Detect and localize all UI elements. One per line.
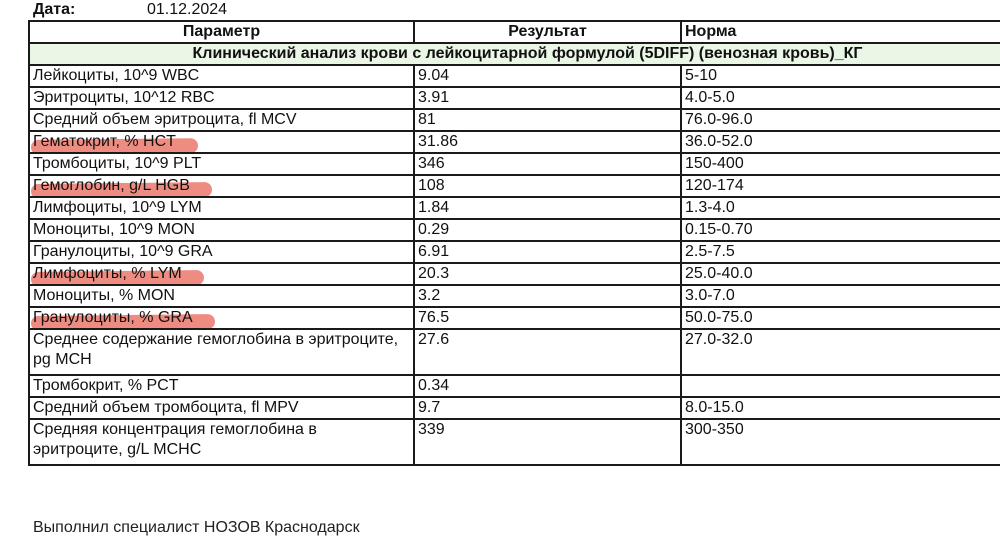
parameter-label: Средний объем тромбоцита, fl MPV: [33, 399, 299, 416]
norm-cell: 4.0-5.0: [681, 87, 1000, 109]
result-cell: 1.84: [414, 197, 681, 219]
parameter-label: Лейкоциты, 10^9 WBC: [33, 67, 200, 84]
table-row: [29, 87, 1000, 109]
result-cell: 108: [414, 175, 681, 197]
table-header-row: [29, 21, 1000, 43]
result-cell: 3.2: [414, 285, 681, 307]
results-table: [28, 20, 1000, 466]
result-cell: 9.04: [414, 65, 681, 87]
result-cell: 27.6: [414, 329, 681, 375]
column-header-parameter: Параметр: [29, 21, 414, 43]
date-value: 01.12.2024: [147, 1, 228, 18]
section-title-row: [29, 43, 1000, 65]
norm-cell: 1.3-4.0: [681, 197, 1000, 219]
norm-cell: 2.5-7.5: [681, 241, 1000, 263]
norm-cell: 5-10: [681, 65, 1000, 87]
result-cell: 346: [414, 153, 681, 175]
table-row: [29, 307, 1000, 329]
parameter-label: Гранулоциты, 10^9 GRA: [33, 243, 213, 260]
parameter-cell: [29, 197, 414, 219]
table-row: [29, 153, 1000, 175]
result-cell: 6.91: [414, 241, 681, 263]
parameter-cell: [29, 307, 414, 329]
parameter-cell: [29, 375, 414, 397]
result-cell: 81: [414, 109, 681, 131]
norm-cell: 3.0-7.0: [681, 285, 1000, 307]
parameter-label: Среднее содержание гемоглобина в эритроците, pg MCH: [33, 331, 399, 368]
highlighted-parameter-label: Гранулоциты, % GRA: [33, 309, 193, 326]
norm-cell: 120-174: [681, 175, 1000, 197]
table-row: [29, 397, 1000, 419]
parameter-cell: [29, 397, 414, 419]
parameter-label: Эритроциты, 10^12 RBC: [33, 89, 215, 106]
norm-cell: 50.0-75.0: [681, 307, 1000, 329]
table-row: [29, 175, 1000, 197]
result-cell: 76.5: [414, 307, 681, 329]
parameter-cell: [29, 419, 414, 465]
result-cell: 339: [414, 419, 681, 465]
table-row: [29, 65, 1000, 87]
parameter-cell: [29, 65, 414, 87]
norm-cell: 27.0-32.0: [681, 329, 1000, 375]
parameter-cell: [29, 131, 414, 153]
parameter-cell: [29, 219, 414, 241]
norm-cell: 36.0-52.0: [681, 131, 1000, 153]
norm-cell: 300-350: [681, 419, 1000, 465]
table-row: [29, 131, 1000, 153]
parameter-label: Моноциты, % MON: [33, 287, 175, 304]
section-title: Клинический анализ крови с лейкоцитарной формулой (5DIFF) (венозная кровь)_КГ: [29, 43, 1000, 65]
parameter-cell: [29, 109, 414, 131]
parameter-label: Средний объем эритроцита, fl MCV: [33, 111, 297, 128]
parameter-cell: [29, 285, 414, 307]
parameter-label: Моноциты, 10^9 MON: [33, 221, 195, 238]
table-row: [29, 197, 1000, 219]
table-row: [29, 219, 1000, 241]
parameter-label: Лимфоциты, 10^9 LYM: [33, 199, 202, 216]
parameter-cell: [29, 153, 414, 175]
footer-text: Выполнил специалист НОЗОВ Краснодарск: [33, 519, 360, 536]
result-cell: 9.7: [414, 397, 681, 419]
date-label: Дата:: [33, 1, 76, 18]
result-cell: 31.86: [414, 131, 681, 153]
table-row: [29, 109, 1000, 131]
result-cell: 0.34: [414, 375, 681, 397]
parameter-cell: [29, 87, 414, 109]
norm-cell: [681, 375, 1000, 397]
result-cell: 20.3: [414, 263, 681, 285]
parameter-label: Тромбокрит, % PCT: [33, 377, 179, 394]
norm-cell: 8.0-15.0: [681, 397, 1000, 419]
highlighted-parameter-label: Лимфоциты, % LYM: [33, 265, 182, 282]
table-row: [29, 329, 1000, 375]
table-row: [29, 285, 1000, 307]
table-row: [29, 375, 1000, 397]
norm-cell: 25.0-40.0: [681, 263, 1000, 285]
parameter-cell: [29, 175, 414, 197]
result-cell: 0.29: [414, 219, 681, 241]
table-row: [29, 241, 1000, 263]
parameter-cell: [29, 241, 414, 263]
norm-cell: 0.15-0.70: [681, 219, 1000, 241]
result-cell: 3.91: [414, 87, 681, 109]
highlighted-parameter-label: Гемоглобин, g/L HGB: [33, 177, 190, 194]
table-row: [29, 263, 1000, 285]
norm-cell: 76.0-96.0: [681, 109, 1000, 131]
norm-cell: 150-400: [681, 153, 1000, 175]
parameter-label: Тромбоциты, 10^9 PLT: [33, 155, 202, 172]
column-header-norm: Норма: [681, 21, 1000, 43]
parameter-label: Средняя концентрация гемоглобина в эритроците, g/L MCHC: [33, 421, 317, 458]
table-row: [29, 419, 1000, 465]
parameter-cell: [29, 329, 414, 375]
parameter-cell: [29, 263, 414, 285]
column-header-result: Результат: [414, 21, 681, 43]
highlighted-parameter-label: Гематокрит, % HCT: [33, 133, 176, 150]
